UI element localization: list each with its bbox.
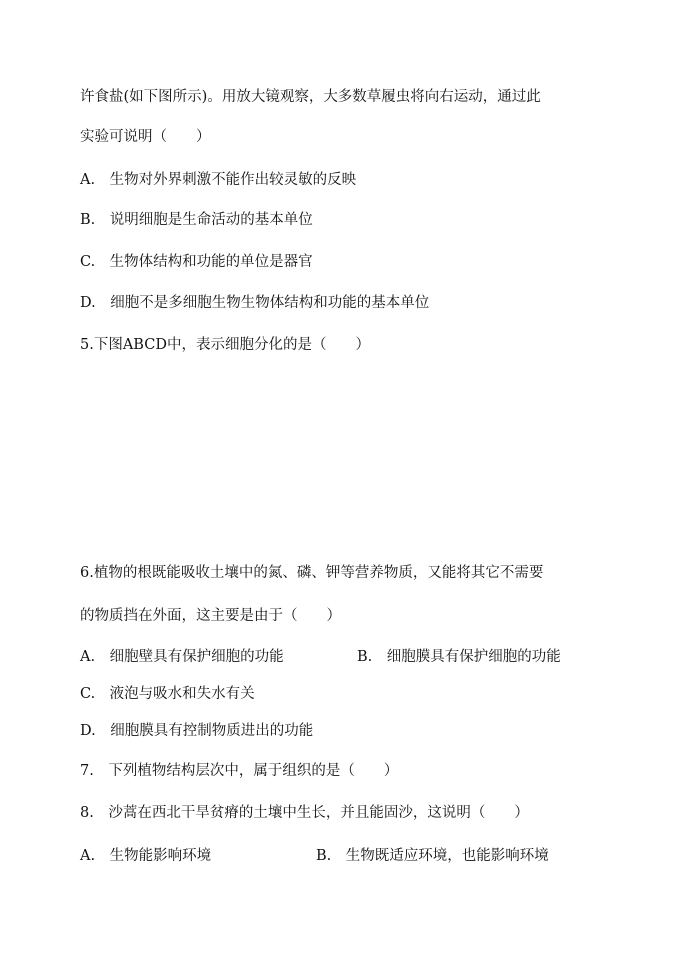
q8-option-a: A. 生物能影响环境 xyxy=(80,848,212,864)
q6-stem-line-1: 6.植物的根既能吸收土壤中的氮、磷、钾等营养物质，又能将其它不需要 xyxy=(80,565,544,581)
q4-option-a: A. 生物对外界刺激不能作出较灵敏的反映 xyxy=(80,172,357,188)
q5-stem: 5.下图ABCD中，表示细胞分化的是（ ） xyxy=(80,337,370,353)
q6-option-c: C. 液泡与吸水和失水有关 xyxy=(80,686,255,702)
q6-option-a: A. 细胞壁具有保护细胞的功能 xyxy=(80,649,284,665)
intro-text-line-2: 实验可说明（ ） xyxy=(80,129,211,145)
q4-option-d: D. 细胞不是多细胞生物生物体结构和功能的基本单位 xyxy=(80,295,430,311)
q6-options-row-1 xyxy=(80,647,561,667)
q4-option-c: C. 生物体结构和功能的单位是器官 xyxy=(80,254,313,270)
q7-stem: 7. 下列植物结构层次中，属于组织的是（ ） xyxy=(80,763,399,779)
q8-options-row xyxy=(80,846,549,866)
intro-text-line-1: 许食盐(如下图所示)。用放大镜观察，大多数草履虫将向右运动，通过此 xyxy=(80,89,541,105)
q8-option-b: B. 生物既适应环境，也能影响环境 xyxy=(316,848,549,864)
q6-option-b: B. 细胞膜具有保护细胞的功能 xyxy=(357,649,561,665)
q6-stem-line-2: 的物质挡在外面，这主要是由于（ ） xyxy=(80,608,341,624)
q8-stem: 8. 沙蒿在西北干旱贫瘠的土壤中生长，并且能固沙，这说明（ ） xyxy=(80,805,529,821)
q6-option-d: D. 细胞膜具有控制物质进出的功能 xyxy=(80,723,314,739)
q4-option-b: B. 说明细胞是生命活动的基本单位 xyxy=(80,212,313,228)
